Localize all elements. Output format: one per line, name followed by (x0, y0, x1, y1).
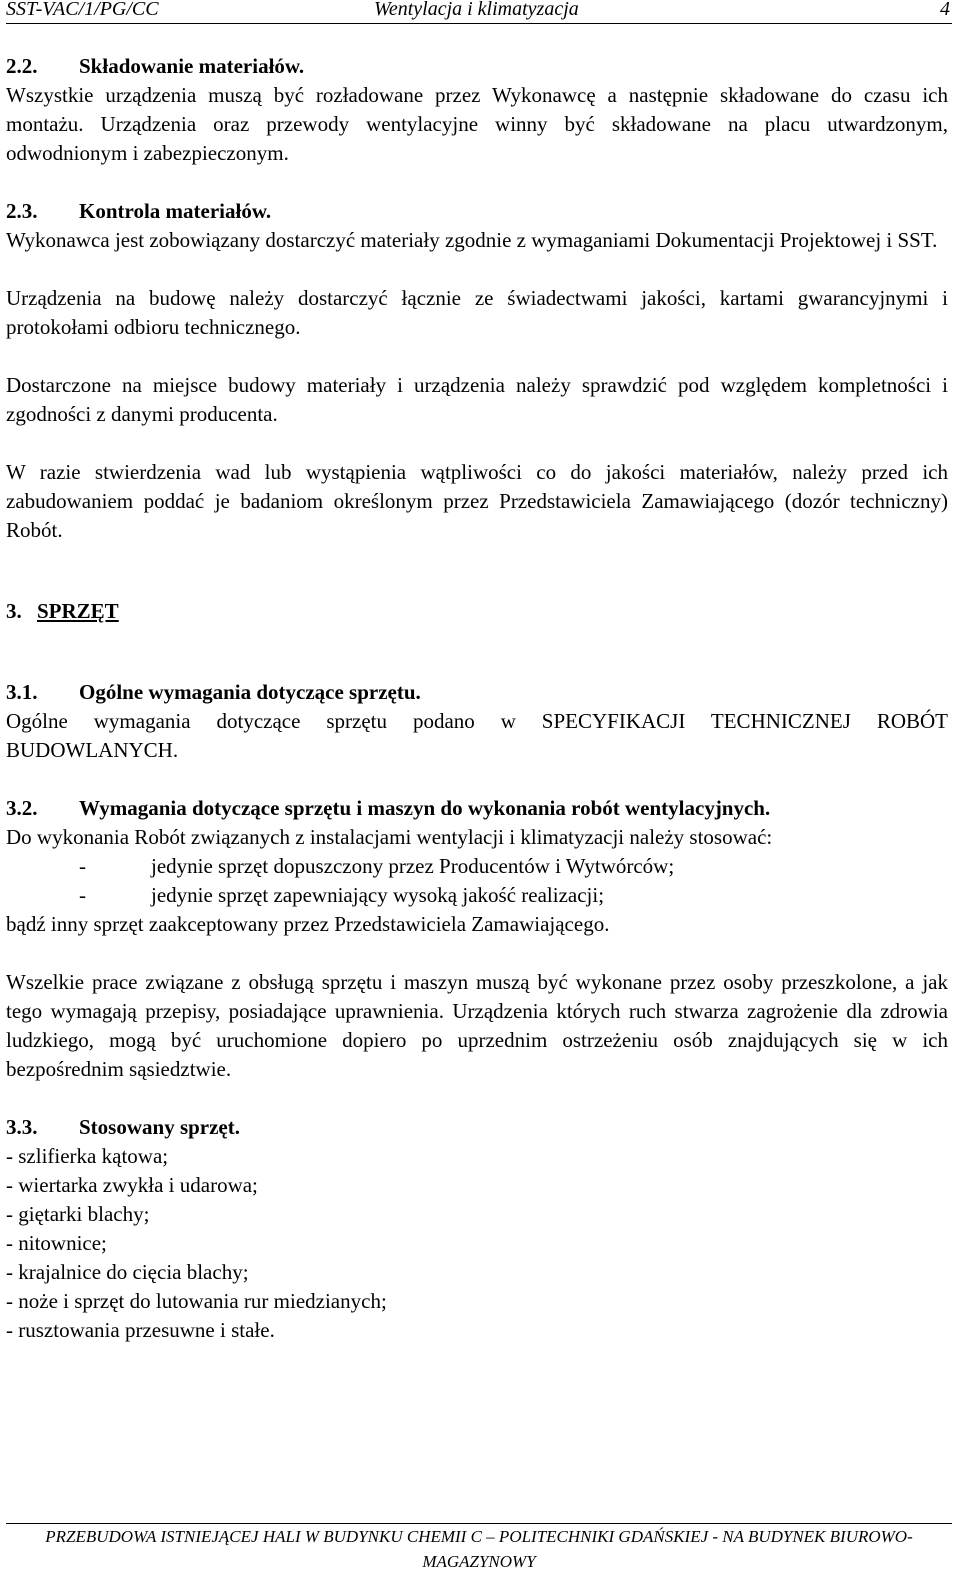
section-title: SPRZĘT (37, 599, 119, 623)
page-footer: PRZEBUDOWA ISTNIEJĄCEJ HALI W BUDYNKU CHEMII C – POLITECHNIKI GDAŃSKIEJ - NA BUDYNEK BIUROWO-MAGAZYNOWY (6, 1523, 952, 1574)
paragraph: Do wykonania Robót związanych z instalacjami wentylacji i klimatyzacji należy stosować: (6, 825, 773, 849)
spacer (6, 939, 948, 968)
section-number: 2.3. (6, 199, 38, 223)
spacer (6, 342, 948, 371)
section-3-heading (6, 597, 948, 626)
list-item (6, 881, 948, 910)
paragraph: Wykonawca jest zobowiązany dostarczyć materiały zgodnie z wymaganiami Dokumentacji Projektowej i SST. (6, 228, 938, 252)
list-item-text: jedynie sprzęt dopuszczony przez Producentów i Wytwórców; (151, 854, 675, 878)
paragraph: Urządzenia na budowę należy dostarczyć łącznie ze świadectwami jakości, kartami gwarancyjnymi i protokołami odbioru technicznego. (6, 286, 948, 339)
header-page-number: 4 (940, 0, 950, 20)
spacer (6, 168, 948, 197)
section-title: Kontrola materiałów. (79, 199, 272, 223)
spacer (6, 429, 948, 458)
section-title: Ogólne wymagania dotyczące sprzętu. (79, 680, 421, 704)
section-title: Stosowany sprzęt. (79, 1115, 240, 1139)
section-number: 3.2. (6, 796, 38, 820)
spacer (6, 255, 948, 284)
equipment-item: - krajalnice do cięcia blachy; (6, 1260, 249, 1284)
section-3-1-heading (6, 678, 948, 707)
section-number: 3.1. (6, 680, 38, 704)
section-title: Wymagania dotyczące sprzętu i maszyn do wykonania robót wentylacyjnych. (79, 796, 771, 820)
equipment-item: - szlifierka kątowa; (6, 1144, 169, 1168)
list-item-text: jedynie sprzęt zapewniający wysoką jakość realizacji; (151, 883, 605, 907)
list-item (6, 852, 948, 881)
equipment-item: - rusztowania przesuwne i stałe. (6, 1318, 275, 1342)
section-number: 3.3. (6, 1115, 38, 1139)
equipment-item: - giętarki blachy; (6, 1202, 150, 1226)
header-doc-code: SST-VAC/1/PG/CC (6, 0, 159, 20)
section-3-3-heading (6, 1113, 948, 1142)
spacer (6, 626, 948, 678)
list-dash: - (79, 883, 86, 907)
section-number: 3. (6, 599, 22, 623)
spacer (6, 545, 948, 597)
header-title: Wentylacja i klimatyzacja (374, 0, 579, 20)
section-2-3-heading (6, 197, 948, 226)
list-dash: - (79, 854, 86, 878)
paragraph: Dostarczone na miejsce budowy materiały i urządzenia należy sprawdzić pod względem kompletności i zgodności z danymi producenta. (6, 373, 948, 426)
paragraph: W razie stwierdzenia wad lub wystąpienia wątpliwości co do jakości materiałów, należy przed ich zabudowaniem poddać je badaniom określonym przez Przedstawiciela Zamawiającego (dozór techniczny) Robót. (6, 460, 948, 542)
equipment-item: - nitownice; (6, 1231, 107, 1255)
page-header (6, 0, 952, 24)
paragraph: bądź inny sprzęt zaakceptowany przez Przedstawiciela Zamawiającego. (6, 912, 610, 936)
paragraph: Wszelkie prace związane z obsługą sprzętu i maszyn muszą być wykonane przez osoby przeszkolone, a jak tego wymagają przepisy, posiadające uprawnienia. Urządzenia których ruch stwarza zagrożenie dla zdrowia ludzkiego, mogą być uruchomione dopiero po uprzednim ostrzeżeniu osób znajdujących się w ich bezpośrednim sąsiedztwie. (6, 970, 948, 1081)
equipment-item: - wiertarka zwykła i udarowa; (6, 1173, 258, 1197)
section-3-2-heading (6, 794, 948, 823)
section-title: Składowanie materiałów. (79, 54, 305, 78)
spacer (6, 1084, 948, 1113)
equipment-item: - noże i sprzęt do lutowania rur miedzianych; (6, 1289, 387, 1313)
section-number: 2.2. (6, 54, 38, 78)
section-2-2-heading (6, 52, 948, 81)
paragraph: Ogólne wymagania dotyczące sprzętu podano w SPECYFIKACJI TECHNICZNEJ ROBÓT BUDOWLANYCH. (6, 709, 948, 762)
paragraph: Wszystkie urządzenia muszą być rozładowane przez Wykonawcę a następnie składowane do czasu ich montażu. Urządzenia oraz przewody wentylacyjne winny być składowane na placu utwardzonym, odwodnionym i zabezpieczonym. (6, 83, 948, 165)
document-body (6, 52, 948, 1345)
spacer (6, 765, 948, 794)
